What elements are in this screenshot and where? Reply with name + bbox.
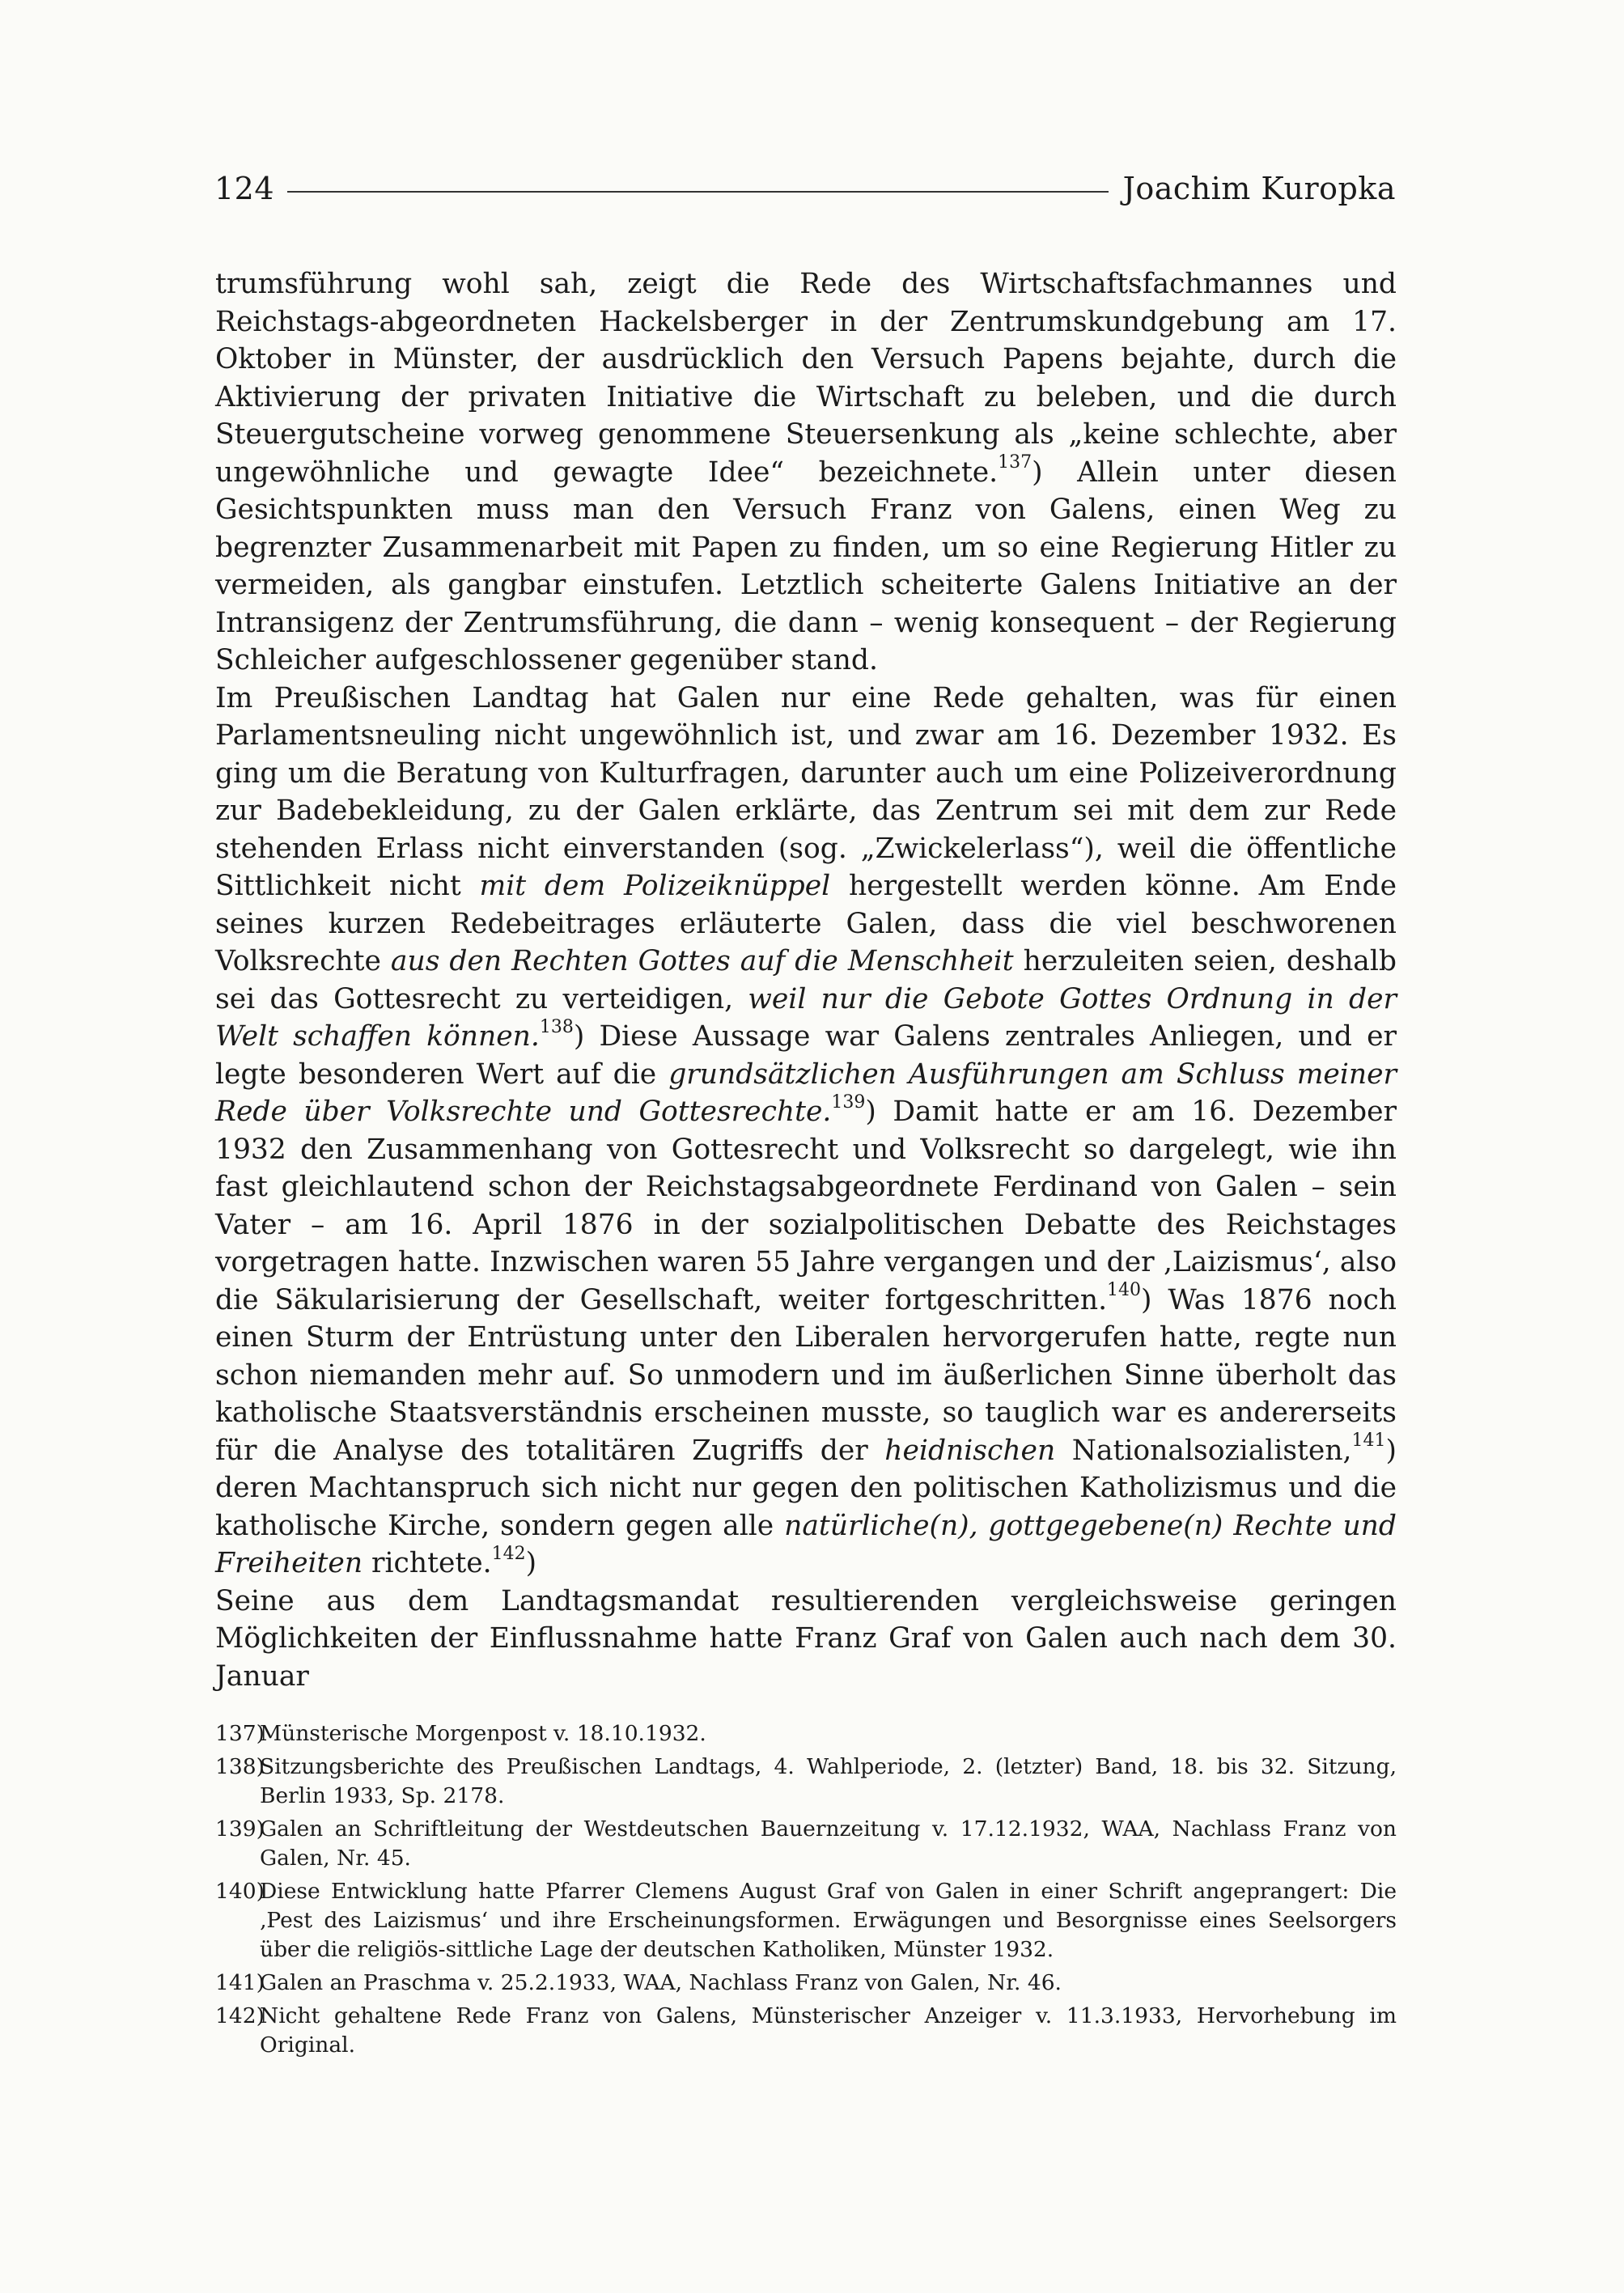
text-run: hergestellt werden könne. Am Ende seines kurzen Redebeitrages erläuterte Galen, dass die viel beschworenen Volksrechte — [215, 870, 1397, 977]
footnote-number: 138) — [215, 1754, 265, 1779]
text-run: Seine aus dem Landtagsmandat resultierenden vergleichsweise geringen Möglichkeiten der Einflussnahme hatte Franz Graf von Galen auch nach dem 30. Januar — [215, 1584, 1397, 1693]
footnote-text: Sitzungsberichte des Preußischen Landtags, 4. Wahlperiode, 2. (letzter) Band, 18. bis 32. Sitzung, Berlin 1933, Sp. 2178. — [260, 1754, 1397, 1808]
header-rule — [287, 191, 1109, 193]
paragraph-1 — [215, 265, 1397, 680]
text-run: herzuleiten seien, deshalb sei das Gottesrecht zu verteidigen, — [215, 945, 1397, 1015]
page-number: 124 — [214, 171, 275, 206]
footnote-text: Münsterische Morgenpost v. 18.10.1932. — [260, 1721, 706, 1746]
footnote-140 — [215, 1877, 1397, 1965]
quoted-italic: heidnischen — [884, 1434, 1056, 1467]
running-head-author: Joachim Kuropka — [1122, 171, 1396, 206]
footnote-number: 142) — [215, 2003, 265, 2028]
quoted-italic: mit dem Polizeiknüppel — [479, 870, 831, 902]
footnote-142 — [215, 2002, 1397, 2060]
text-run: ) Allein unter diesen Gesichtspunkten muss man den Versuch Franz von Galens, einen Weg zu begrenzter Zusammenarbeit mit Papen zu finden, um so eine Regierung Hitler zu vermeiden, als gangbar einstufen. Letztlich scheiterte Galens Initiative an der Intransigenz der Zentrumsführung, die dann – wenig konsequent – der Regierung Schleicher aufgeschlossener gegenüber stand. — [215, 456, 1397, 676]
text-run: richtete. — [363, 1547, 492, 1579]
text-run: ) Was 1876 noch einen Sturm der Entrüstung unter den Liberalen hervorgerufen hatte, regte nun schon niemanden mehr auf. So unmodern und im äußerlichen Sinne überholt das katholische Staatsverständnis erscheinen musste, so tauglich war es andererseits für die Analyse des totalitären Zugriffs der — [215, 1283, 1397, 1467]
footnote-text: Galen an Praschma v. 25.2.1933, WAA, Nachlass Franz von Galen, Nr. 46. — [260, 1970, 1062, 1995]
text-run: Im Preußischen Landtag hat Galen nur eine Rede gehalten, was für einen Parlamentsneuling nicht ungewöhnlich ist, und zwar am 16. Dezember 1932. Es ging um die Beratung von Kulturfragen, darunter auch um eine Polizeiverordnung zur Badebekleidung, zu der Galen erklärte, das Zentrum sei mit dem zur Rede stehenden Erlass nicht einverstanden (sog. „Zwickelerlass“), weil die öffentliche Sittlichkeit nicht — [215, 681, 1397, 902]
paragraph-2 — [215, 680, 1397, 1583]
text-run: ) Damit hatte er am 16. Dezember 1932 den Zusammenhang von Gottesrecht und Volksrecht so dargelegt, wie ihn fast gleichlautend schon der Reichstagsabgeordnete Ferdinand von Galen – sein Vater – am 16. April 1876 in der sozialpolitischen Debatte des Reichstages vorgetragen hatte. Inzwischen waren 55 Jahre vergangen und der ‚Laizismus‘, also die Säkularisierung der Gesellschaft, weiter fortgeschritten. — [215, 1096, 1397, 1316]
text-run: trumsführung wohl sah, zeigt die Rede des Wirtschaftsfachmannes und Reichstags-abgeordneten Hackelsberger in der Zentrumskundgebung am 17. Oktober in Münster, der ausdrücklich den Versuch Papens bejahte, durch die Aktivierung der privaten Initiative die Wirtschaft zu beleben, und die durch Steuergutscheine vorweg genommene Steuersenkung als „keine schlechte, aber ungewöhnliche und gewagte Idee“ bezeichnete. — [215, 268, 1397, 489]
paragraph-3 — [215, 1583, 1397, 1696]
footnote-137 — [215, 1719, 1397, 1748]
footnote-ref-141[interactable]: 141 — [1351, 1430, 1386, 1451]
footnote-ref-137[interactable]: 137 — [998, 452, 1032, 473]
text-run: ) deren Machtanspruch sich nicht nur gegen den politischen Katholizismus und die katholische Kirche, sondern gegen alle — [215, 1434, 1397, 1542]
footnote-number: 140) — [215, 1879, 265, 1904]
quoted-italic: weil nur die Gebote Gottes Ordnung in der Welt schaffen können. — [215, 982, 1397, 1053]
footnote-138 — [215, 1753, 1397, 1811]
footnote-ref-140[interactable]: 140 — [1107, 1280, 1142, 1300]
footnote-ref-138[interactable]: 138 — [539, 1016, 574, 1037]
footnote-141 — [215, 1969, 1397, 1998]
footnote-139 — [215, 1815, 1397, 1873]
footnote-number: 141) — [215, 1970, 265, 1995]
quoted-italic: aus den Rechten Gottes auf die Menschheit — [390, 945, 1014, 977]
footnote-number: 139) — [215, 1816, 265, 1842]
text-run: ) — [525, 1547, 537, 1579]
footnote-ref-142[interactable]: 142 — [491, 1543, 526, 1564]
footnote-text: Nicht gehaltene Rede Franz von Galens, Münsterischer Anzeiger v. 11.3.1933, Hervorhebung im Original. — [260, 2003, 1397, 2058]
footnote-text: Diese Entwicklung hatte Pfarrer Clemens August Graf von Galen in einer Schrift angeprangert: Die ‚Pest des Laizismus‘ und ihre Erscheinungsformen. Erwägungen und Besorgnisse eines Seelsorgers über die religiös-sittliche Lage der deutschen Katholiken, Münster 1932. — [260, 1879, 1397, 1962]
footnote-number: 137) — [215, 1721, 265, 1746]
text-run: Nationalsozialisten, — [1055, 1434, 1352, 1467]
footnote-ref-139[interactable]: 139 — [831, 1091, 866, 1113]
body-text — [215, 265, 1397, 1695]
quoted-italic: natürliche(n), gottgegebene(n) Rechte und Freiheiten — [215, 1509, 1397, 1579]
footnote-text: Galen an Schriftleitung der Westdeutschen Bauernzeitung v. 17.12.1932, WAA, Nachlass Franz von Galen, Nr. 45. — [260, 1816, 1397, 1871]
quoted-italic: grundsätzlichen Ausführungen am Schluss meiner Rede über Volksrechte und Gottesrechte. — [215, 1057, 1397, 1128]
text-run: ) Diese Aussage war Galens zentrales Anliegen, und er legte besonderen Wert auf die — [215, 1020, 1397, 1091]
running-header — [214, 164, 1396, 213]
footnotes — [215, 1719, 1397, 2064]
